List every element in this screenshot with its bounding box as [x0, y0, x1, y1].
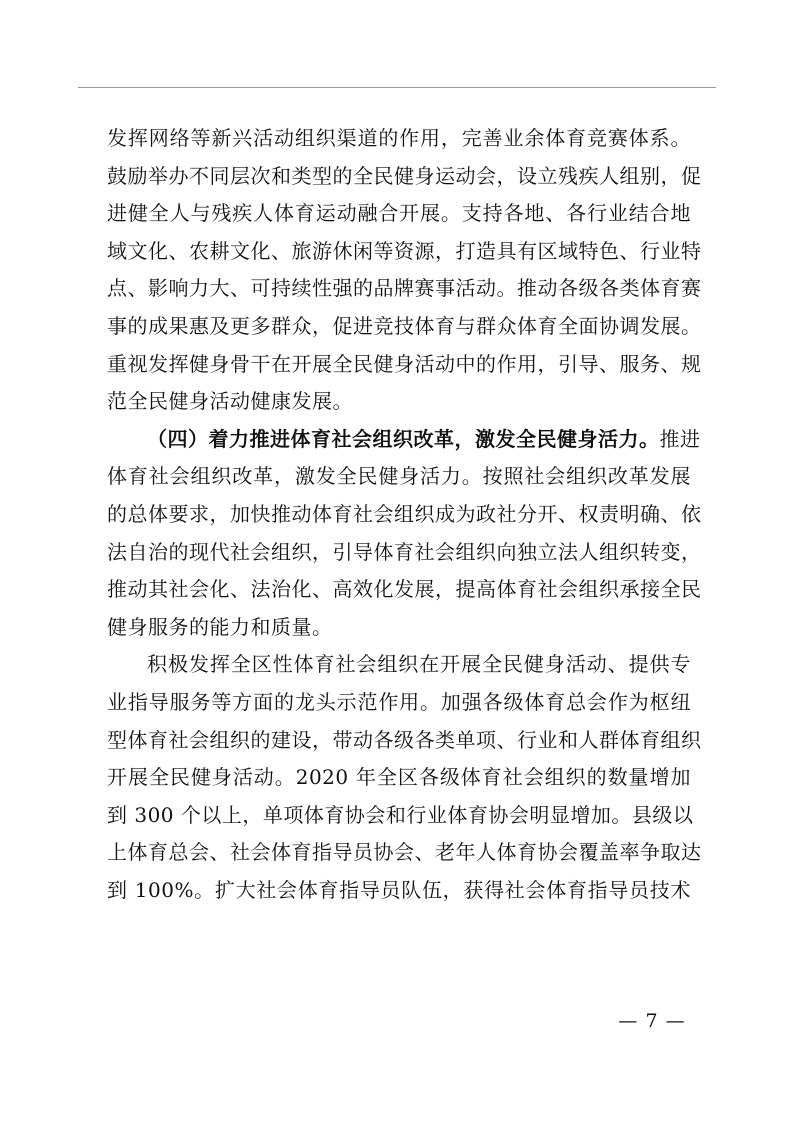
text-line: 业指导服务等方面的龙头示范作用。加强各级体育总会作为枢纽: [107, 689, 691, 714]
text-line: 法自治的现代社会组织，引导体育社会组织向独立法人组织转变，: [107, 539, 702, 564]
text-line: 点、影响力大、可持续性强的品牌赛事活动。推动各级各类体育赛: [107, 276, 702, 301]
text-line: 的总体要求，加快推动体育社会组织成为政社分开、权责明确、依: [107, 501, 702, 526]
text-line: 范全民健身活动健康发展。: [107, 389, 353, 414]
text-line: 上体育总会、社会体育指导员协会、老年人体育协会覆盖率争取达: [107, 840, 702, 865]
text-line: 开展全民健身活动。2020 年全区各级体育社会组织的数量增加: [107, 765, 691, 790]
text-line: 进健全人与残疾人体育运动融合开展。支持各地、各行业结合地: [107, 201, 691, 226]
paragraph-1: [107, 120, 702, 421]
text-line: 到 300 个以上，单项体育协会和行业体育协会明显增加。县级以: [107, 802, 694, 827]
section-heading: （四）着力推进体育社会组织改革，激发全民健身活力。: [147, 426, 660, 451]
heading-line-rest: 推进: [659, 426, 701, 451]
text-line: 发挥网络等新兴活动组织渠道的作用，完善业余体育竞赛体系。: [107, 126, 691, 150]
text-line: 鼓励举办不同层次和类型的全民健身运动会，设立残疾人组别，促: [107, 163, 702, 188]
header-rule: [78, 87, 716, 88]
page-body: [107, 120, 702, 909]
text-line: 健身服务的能力和质量。: [107, 614, 333, 639]
text-line: 事的成果惠及更多群众，促进竞技体育与群众体育全面协调发展。: [107, 313, 702, 338]
page-number: — 7 —: [618, 1010, 686, 1032]
text-line: 推动其社会化、法治化、高效化发展，提高体育社会组织承接全民: [107, 577, 702, 602]
text-line: 型体育社会组织的建设，带动各级各类单项、行业和人群体育组织: [107, 727, 702, 752]
text-line: 域文化、农耕文化、旅游休闲等资源，打造具有区域特色、行业特: [107, 238, 702, 263]
text-line: 体育社会组织改革，激发全民健身活力。按照社会组织改革发展: [107, 464, 691, 489]
heading-line: [107, 421, 701, 459]
text-line: 重视发挥健身骨干在开展全民健身活动中的作用，引导、服务、规: [107, 351, 702, 376]
paragraph-2: [107, 421, 702, 647]
paragraph-3: [107, 646, 702, 909]
text-line: 到 100%。扩大社会体育指导员队伍，获得社会体育指导员技术: [107, 877, 691, 902]
text-line: 积极发挥全区性体育社会组织在开展全民健身活动、提供专: [147, 652, 691, 677]
